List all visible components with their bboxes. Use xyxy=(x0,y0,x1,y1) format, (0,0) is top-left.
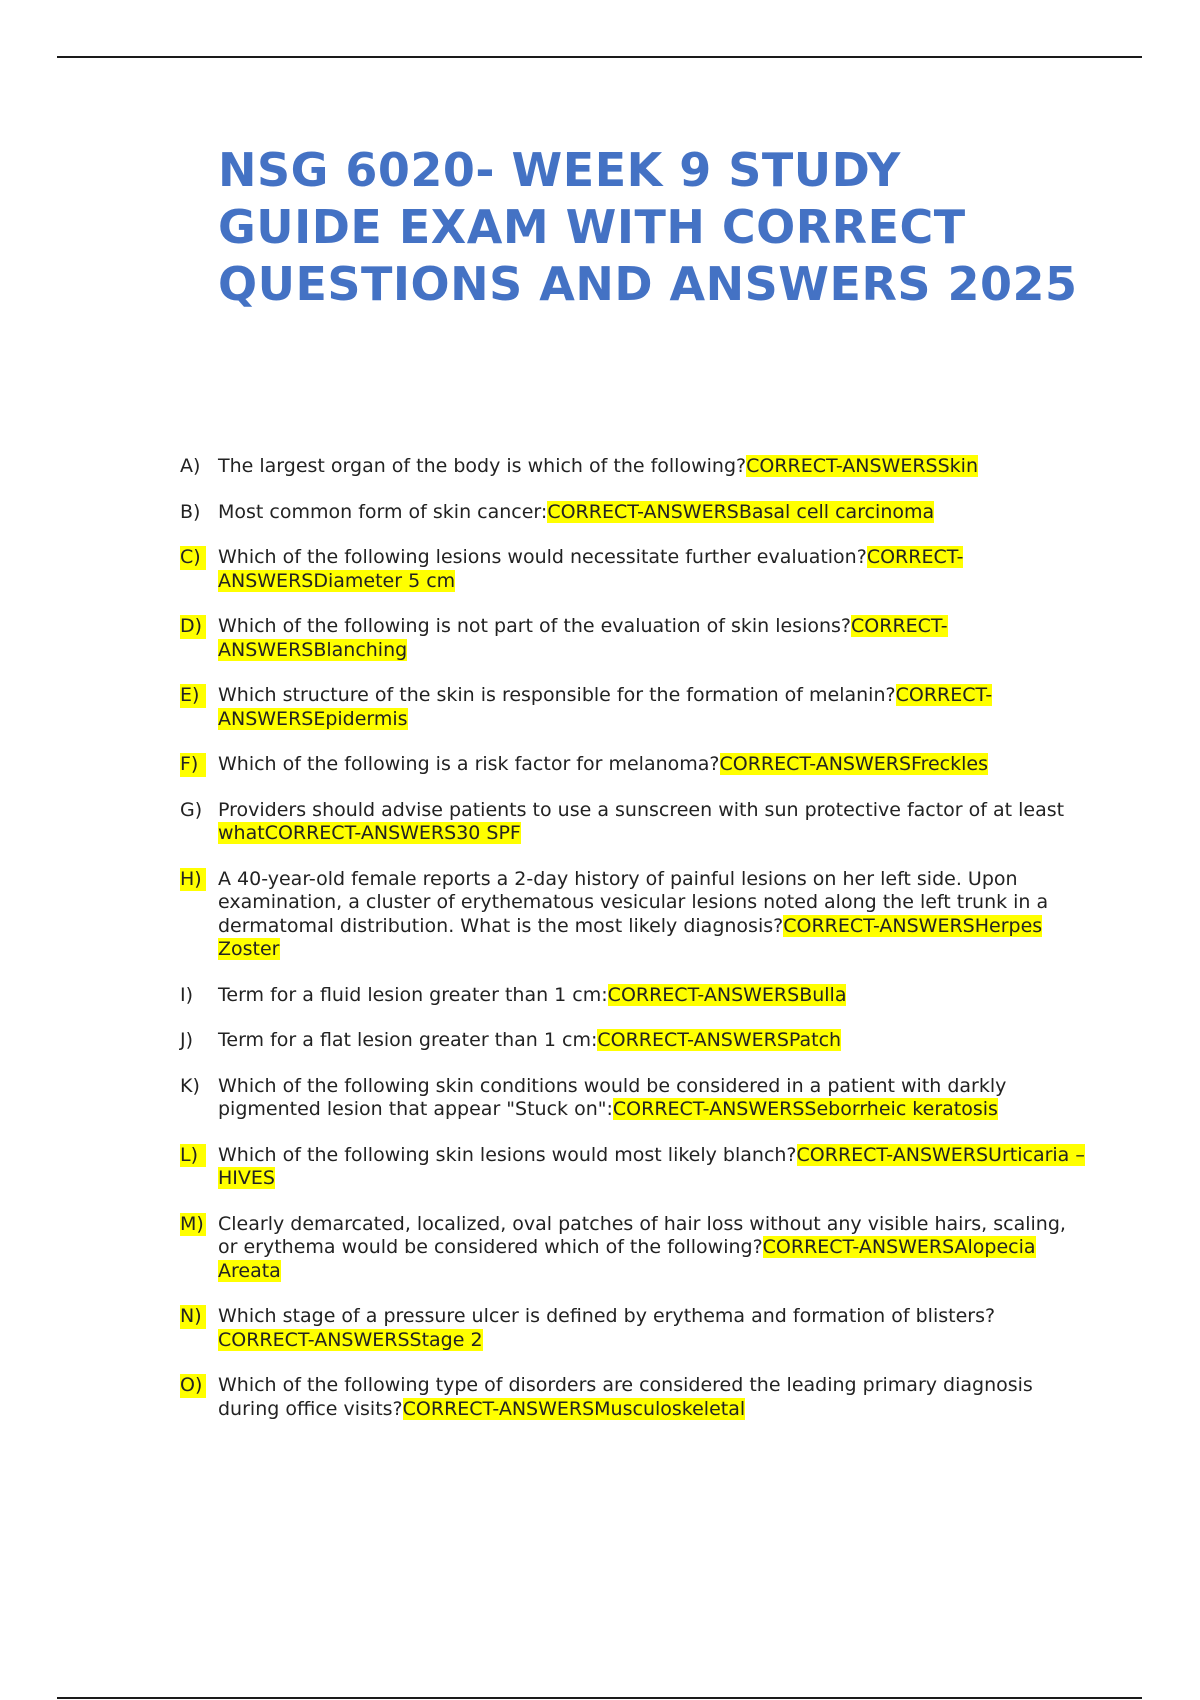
question-item xyxy=(180,1029,1090,1053)
question-item xyxy=(180,1305,1090,1352)
answer-text: whatCORRECT-ANSWERS30 SPF xyxy=(218,822,521,844)
answer-text: CORRECT-ANSWERSDiameter 5 cm xyxy=(218,546,964,592)
question-text: Which of the following type of disorders are considered the leading primary diagnosis during office visits? xyxy=(218,1374,1033,1420)
question-item xyxy=(180,1144,1090,1191)
question-letter: E) xyxy=(180,684,206,708)
answer-text: CORRECT-ANSWERSEpidermis xyxy=(218,684,993,730)
answer-text: CORRECT-ANSWERSPatch xyxy=(597,1029,842,1051)
question-text: Which of the following is a risk factor for melanoma? xyxy=(218,753,720,775)
question-text: Which of the following skin lesions would most likely blanch? xyxy=(218,1143,797,1166)
question-letter: L) xyxy=(180,1144,206,1168)
question-item xyxy=(180,799,1090,846)
question-item xyxy=(180,1075,1090,1122)
question-letter: O) xyxy=(180,1374,206,1398)
answer-text: CORRECT-ANSWERSStage 2 xyxy=(218,1328,483,1351)
question-letter: G) xyxy=(180,798,203,821)
question-text: Which of the following lesions would necessitate further evaluation? xyxy=(218,546,867,568)
question-letter: C) xyxy=(180,546,206,570)
question-item xyxy=(180,753,1090,777)
question-letter: A) xyxy=(180,455,201,477)
question-text: Which of the following skin conditions would be considered in a patient with darkly pigmented lesion that appear "Stuck on": xyxy=(218,1074,1007,1120)
question-text: Most common form of skin cancer: xyxy=(218,500,548,523)
question-item xyxy=(180,1374,1090,1421)
bottom-divider xyxy=(57,1697,1142,1699)
answer-text: CORRECT-ANSWERSSeborrheic keratosis xyxy=(612,1098,998,1120)
question-letter: B) xyxy=(180,500,201,523)
question-letter: H) xyxy=(180,868,206,892)
question-letter: N) xyxy=(180,1305,206,1329)
answer-text: CORRECT-ANSWERSUrticaria – HIVES xyxy=(218,1143,1085,1189)
question-letter: I) xyxy=(180,983,194,1006)
question-text: Clearly demarcated, localized, oval patches of hair loss without any visible hairs, scaling, or erythema would be considered which of the following? xyxy=(218,1212,1066,1258)
top-divider xyxy=(57,56,1142,58)
question-text: Providers should advise patients to use a sunscreen with sun protective factor of at least xyxy=(218,798,1065,821)
question-text: Term for a flat lesion greater than 1 cm: xyxy=(218,1029,598,1051)
question-text: Which of the following is not part of the evaluation of skin lesions? xyxy=(218,615,852,637)
answer-text: CORRECT-ANSWERSAlopecia Areata xyxy=(218,1236,1036,1282)
answer-text: CORRECT-ANSWERSSkin xyxy=(746,455,978,477)
question-item xyxy=(180,546,1090,593)
question-list xyxy=(180,455,1090,1443)
question-letter: J) xyxy=(180,1029,194,1051)
answer-text: CORRECT-ANSWERSHerpes Zoster xyxy=(218,914,1043,960)
answer-text: CORRECT-ANSWERSBasal cell carcinoma xyxy=(547,500,935,523)
answer-text: CORRECT-ANSWERSFreckles xyxy=(719,753,988,775)
page-title: NSG 6020- WEEK 9 STUDY GUIDE EXAM WITH CORRECT QUESTIONS AND ANSWERS 2025 xyxy=(218,143,1078,311)
answer-text: CORRECT-ANSWERSBulla xyxy=(607,983,847,1006)
question-text: Which stage of a pressure ulcer is defined by erythema and formation of blisters? xyxy=(218,1305,996,1327)
question-item xyxy=(180,1213,1090,1284)
question-item xyxy=(180,501,1090,525)
question-letter: D) xyxy=(180,615,206,639)
answer-text: CORRECT-ANSWERSMusculoskeletal xyxy=(402,1397,746,1420)
question-item xyxy=(180,684,1090,731)
question-text: A 40-year-old female reports a 2-day history of painful lesions on her left side. Upon examination, a cluster of erythematous vesicular lesions noted along the left trunk in a dermatomal distribution. What is the most likely diagnosis? xyxy=(218,867,1049,937)
question-text: Term for a fluid lesion greater than 1 cm: xyxy=(218,983,608,1006)
question-item xyxy=(180,984,1090,1008)
question-text: The largest organ of the body is which of the following? xyxy=(218,455,747,477)
answer-text: CORRECT-ANSWERSBlanching xyxy=(218,615,948,661)
question-item xyxy=(180,868,1090,962)
question-item xyxy=(180,455,1090,479)
question-item xyxy=(180,615,1090,662)
question-text: Which structure of the skin is responsible for the formation of melanin? xyxy=(218,684,896,706)
question-letter: K) xyxy=(180,1074,200,1097)
question-letter: M) xyxy=(180,1213,206,1237)
question-letter: F) xyxy=(180,753,206,777)
